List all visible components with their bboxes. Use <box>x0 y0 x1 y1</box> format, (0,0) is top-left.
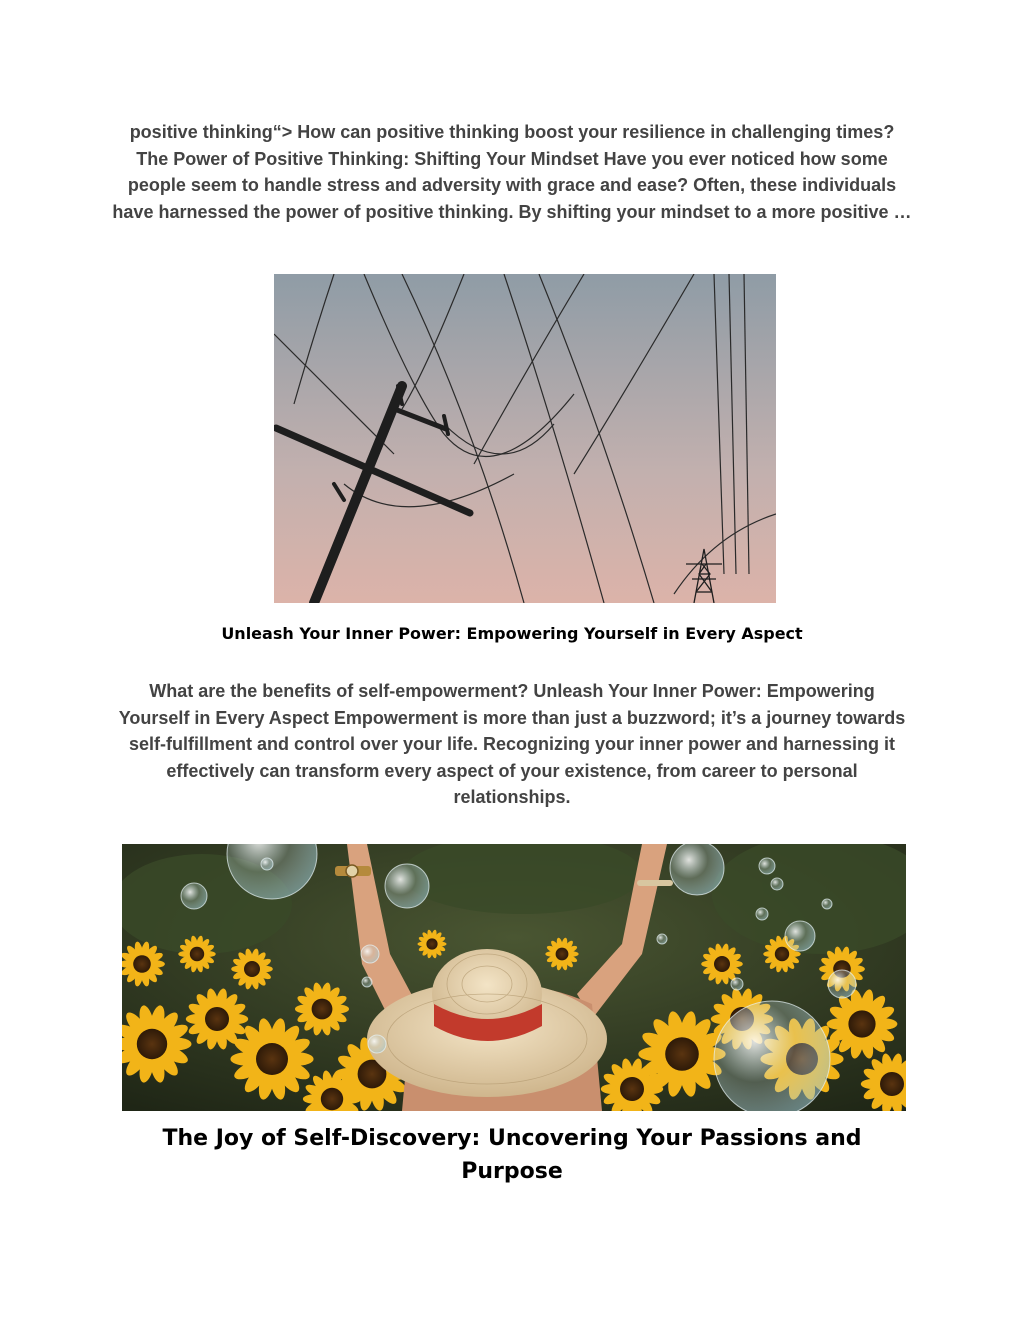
next-section-heading: The Joy of Self-Discovery: Uncovering Your Passions and Purpose <box>162 1126 862 1184</box>
sunflowers-photo <box>122 844 906 1111</box>
intro-paragraph: positive thinking“> How can positive thinking boost your resilience in challenging times? The Power of Positive Thinking: Shifting Your Mindset Have you ever noticed how some people seem to handle stress and adversity with grace and ease? Often, these individuals have harnessed the power of positive thinking. By shifting your mindset to a more positive … <box>112 122 912 222</box>
section-paragraph: What are the benefits of self-empowerment? Unleash Your Inner Power: Empowering Yourself in Every Aspect Empowerment is more than just a buzzword; it’s a journey towards self-fulfillment and control over your life. Recognizing your inner power and harnessing it effectively can transform every aspect of your existence, from career to personal relationships. <box>118 681 906 808</box>
powerlines-photo <box>274 274 776 603</box>
section-heading: Unleash Your Inner Power: Empowering Yourself in Every Aspect <box>221 624 803 643</box>
